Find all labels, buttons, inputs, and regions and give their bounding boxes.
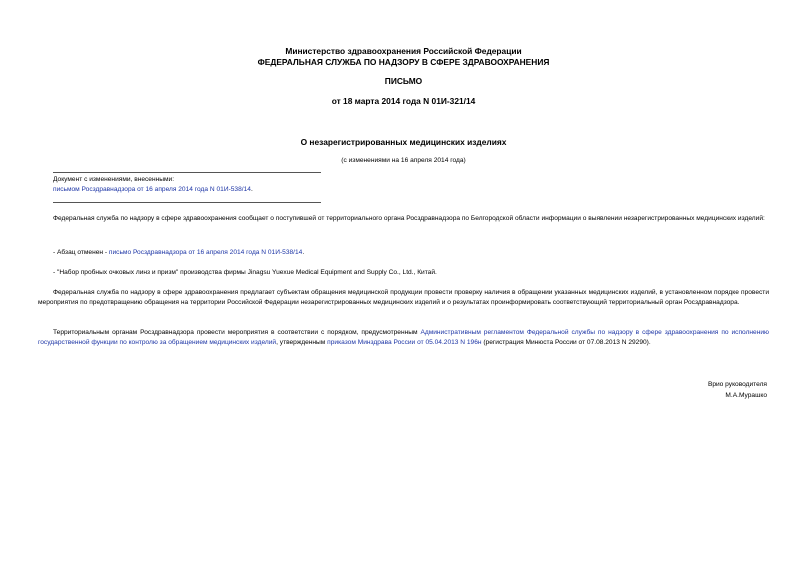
signature-name: М.А.Мурашко: [725, 392, 767, 399]
paragraph-4: Федеральная служба по надзору в сфере здравоохранения предлагает субъектам обращения медицинской продукции провести проверку наличия в обращении указанных медицинских изделий, в установленном порядке провести мероприятия по предотвращению обращения на территории Российской Федерации незарегистрированных медицинских изделий и о результатах проинформировать соответствующий территориальный орган Росздравнадзора.: [38, 289, 769, 306]
changes-reference: [53, 185, 253, 195]
p2-link[interactable]: письмо Росздравнадзора от 16 апреля 2014 года N 01И-538/14: [108, 249, 303, 256]
changes-top-rule: [53, 172, 321, 173]
p5-text-a: Территориальным органам Росздравнадзора провести мероприятия в соответствии с порядком, предусмотренным: [53, 329, 421, 336]
p2-tail: .: [302, 249, 305, 256]
p5-link-regulation[interactable]: Административным регламентом Федеральной службы по надзору в сфере здравоохранения по исполнению государственной функции по контролю за обращением медицинских изделий: [38, 329, 769, 346]
changes-label: Документ с изменениями, внесенными:: [53, 176, 175, 183]
doc-subject: О незарегистрированных медицинских изделиях: [300, 137, 507, 147]
p2-prefix: - Абзац отменен -: [53, 249, 109, 256]
revision-note: (с изменениями на 16 апреля 2014 года): [341, 157, 466, 164]
p5-link-order[interactable]: приказом Минздрава России от 05.04.2013 N 196н: [327, 338, 482, 346]
doc-date-number: от 18 марта 2014 года N 01И-321/14: [331, 96, 476, 106]
changes-link[interactable]: письмом Росздравнадзора от 16 апреля 2014 года N 01И-538/14: [53, 186, 251, 193]
paragraph-5: [38, 328, 769, 347]
service-name: ФЕДЕРАЛЬНАЯ СЛУЖБА ПО НАДЗОРУ В СФЕРЕ ЗДРАВООХРАНЕНИЯ: [257, 57, 550, 67]
p5-text-b: , утвержденным: [276, 338, 328, 346]
changes-tail: .: [250, 186, 253, 193]
p5-text-c: (регистрация Минюста России от 07.08.2013 N 29290).: [481, 338, 651, 346]
doc-type: ПИСЬМО: [384, 76, 423, 86]
changes-bottom-rule: [53, 202, 321, 203]
ministry-name: Министерство здравоохранения Российской Федерации: [285, 46, 522, 56]
paragraph-2: [53, 248, 304, 257]
paragraph-1: Федеральная служба по надзору в сфере здравоохранения сообщает о поступившей от территориального органа Росздравнадзора по Белгородской области информации о выявлении незарегистрированных медицинских изделий:: [53, 215, 765, 222]
paragraph-3: - "Набор пробных очковых линз и призм" производства фирмы Jinagsu Yuexue Medical Equipment and Supply Co., Ltd., Китай.: [53, 269, 437, 276]
signature-role: Врио руководителя: [707, 381, 767, 388]
